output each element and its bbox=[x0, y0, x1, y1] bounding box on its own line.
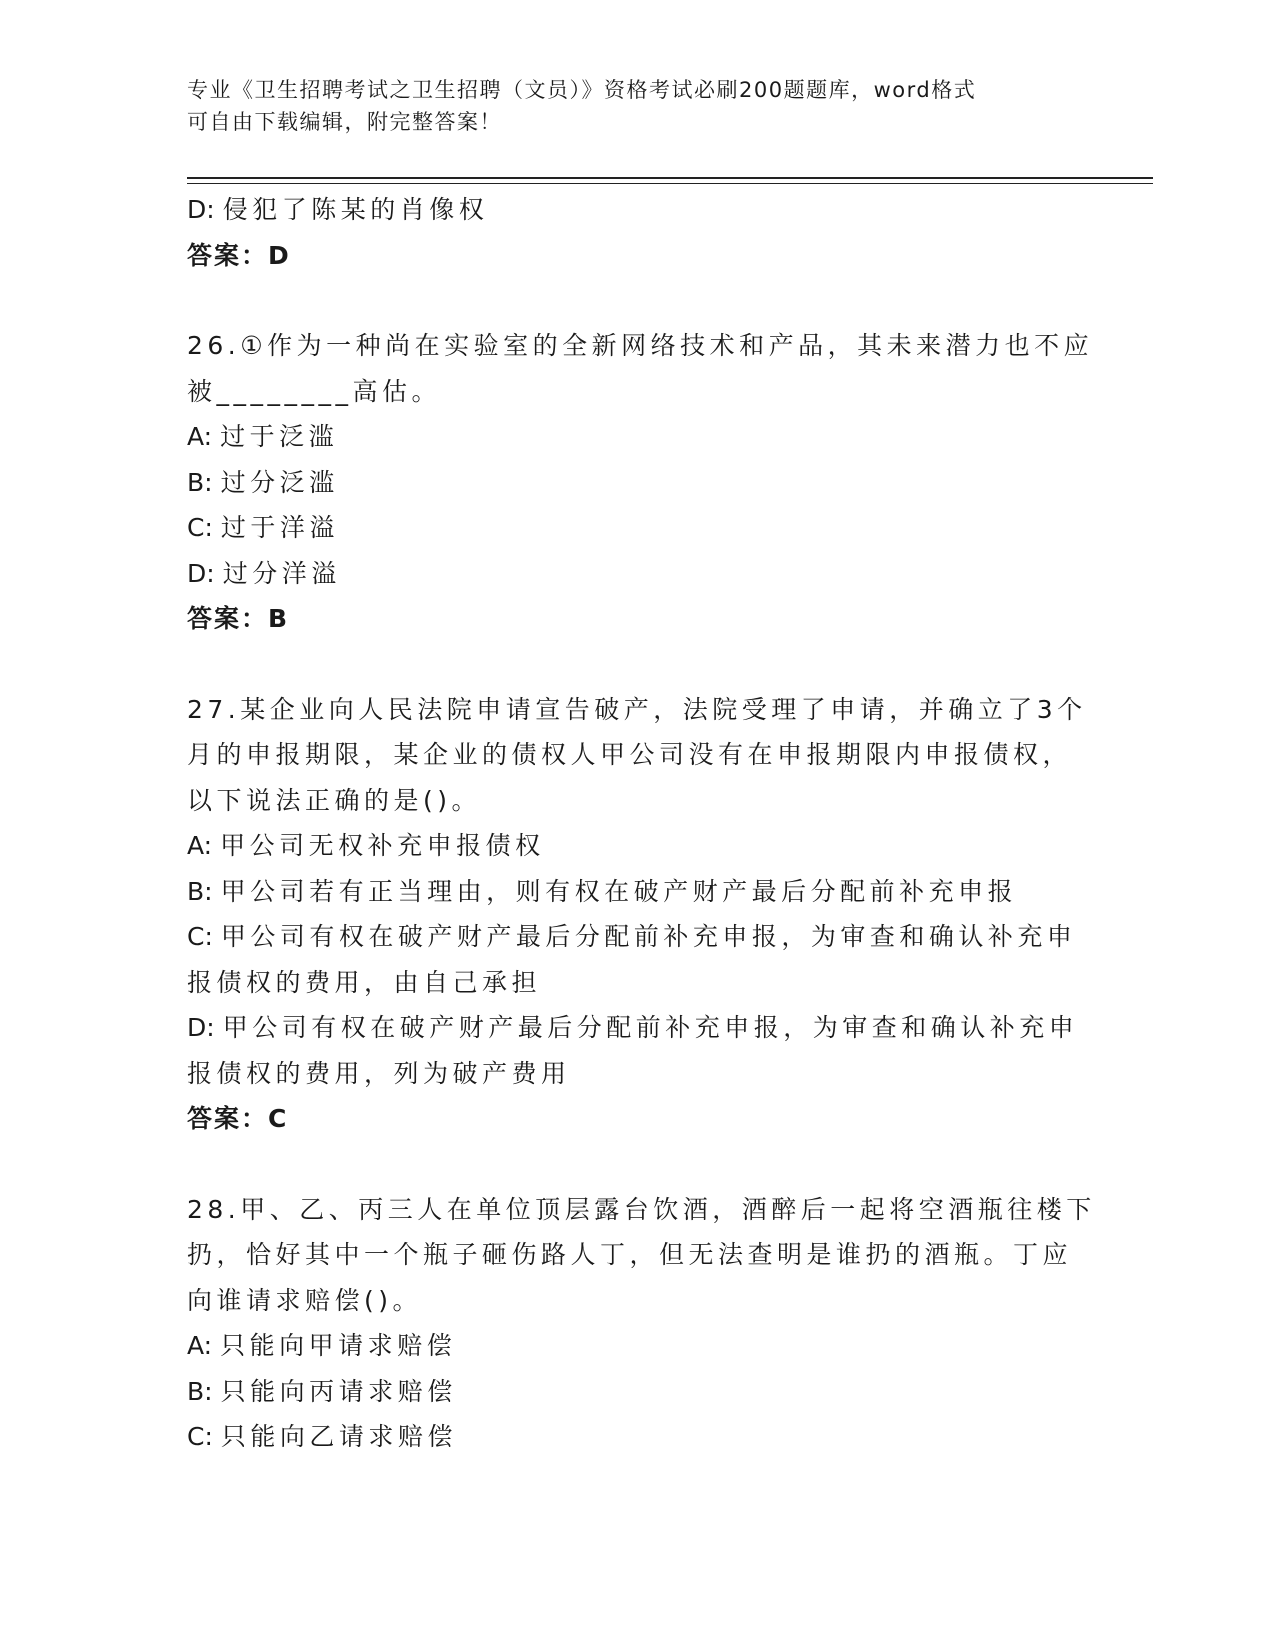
question-stem-line: 向谁请求赔偿()。 bbox=[187, 1285, 423, 1315]
question-stem-line: 27.某企业向人民法院申请宣告破产，法院受理了申请，并确立了3个 bbox=[187, 694, 1087, 724]
option-d bbox=[187, 551, 1087, 597]
option-label: B: bbox=[187, 1376, 213, 1406]
option-c bbox=[187, 914, 1087, 960]
option-text: 甲公司有权在破产财产最后分配前补充申报，为审查和确认补充申 bbox=[222, 1013, 1079, 1042]
question-stem-line: 月的申报期限，某企业的债权人甲公司没有在申报期限内申报债权， bbox=[187, 740, 1073, 769]
option-a bbox=[187, 823, 1087, 869]
answer-line: 答案：C bbox=[187, 1104, 289, 1133]
option-label: B: bbox=[187, 876, 213, 906]
option-text: 过于泛滥 bbox=[220, 422, 339, 451]
option-b bbox=[187, 869, 1087, 915]
question-28 bbox=[187, 1187, 1096, 1460]
question-stem-line: 26.①作为一种尚在实验室的全新网络技术和产品，其未来潜力也不应 bbox=[187, 331, 1094, 360]
question-stem-line: 被________高估。 bbox=[187, 376, 442, 406]
question-stem-line: 扔，恰好其中一个瓶子砸伤路人丁，但无法查明是谁扔的酒瓶。丁应 bbox=[187, 1240, 1073, 1269]
option-label: D: bbox=[187, 1013, 215, 1042]
option-text: 只能向甲请求赔偿 bbox=[220, 1331, 457, 1360]
option-text: 只能向丙请求赔偿 bbox=[220, 1376, 457, 1406]
option-label: A: bbox=[187, 1331, 213, 1360]
option-a bbox=[187, 1323, 1087, 1369]
option-b bbox=[187, 460, 1087, 506]
option-label: A: bbox=[187, 831, 213, 860]
question-stem-line: 28.甲、乙、丙三人在单位顶层露台饮酒，酒醉后一起将空酒瓶往楼下 bbox=[187, 1194, 1096, 1224]
option-text: 只能向乙请求赔偿 bbox=[220, 1422, 457, 1451]
option-label: A: bbox=[187, 422, 213, 451]
option-c-continuation: 报债权的费用，由自己承担 bbox=[187, 967, 542, 997]
header-line-1: 专业《卫生招聘考试之卫生招聘（文员）》资格考试必刷200题题库，word格式 bbox=[187, 78, 977, 102]
option-label: B: bbox=[187, 467, 213, 497]
option-c bbox=[187, 505, 1087, 551]
header-divider-thin bbox=[187, 183, 1153, 184]
option-text: 侵犯了陈某的肖像权 bbox=[222, 195, 489, 224]
option-text: 过于洋溢 bbox=[220, 513, 339, 542]
answer-line: 答案：B bbox=[187, 604, 290, 633]
question-stem-line: 以下说法正确的是()。 bbox=[187, 785, 482, 815]
document-header bbox=[187, 74, 1087, 138]
question-content bbox=[187, 187, 1096, 1460]
option-text: 甲公司有权在破产财产最后分配前补充申报，为审查和确认补充申 bbox=[220, 922, 1077, 951]
question-27 bbox=[187, 687, 1087, 1142]
option-text: 甲公司无权补充申报债权 bbox=[220, 831, 545, 860]
answer-line: 答案：D bbox=[187, 240, 291, 270]
option-c bbox=[187, 1414, 1087, 1460]
option-label: C: bbox=[187, 922, 213, 951]
question-26 bbox=[187, 323, 1094, 642]
option-text: 甲公司若有正当理由，则有权在破产财产最后分配前补充申报 bbox=[220, 876, 1018, 906]
option-text: 过分洋溢 bbox=[222, 558, 341, 588]
header-line-2: 可自由下载编辑，附完整答案！ bbox=[187, 110, 502, 134]
option-label: D: bbox=[187, 195, 215, 224]
option-label: D: bbox=[187, 558, 215, 588]
option-text: 过分泛滥 bbox=[220, 467, 339, 497]
option-d bbox=[187, 1005, 1087, 1051]
option-d bbox=[187, 187, 1087, 233]
option-d-continuation: 报债权的费用，列为破产费用 bbox=[187, 1058, 571, 1088]
option-a bbox=[187, 414, 1087, 460]
option-label: C: bbox=[187, 513, 213, 542]
option-b bbox=[187, 1369, 1087, 1415]
option-label: C: bbox=[187, 1422, 213, 1451]
header-divider-thick bbox=[187, 177, 1153, 179]
